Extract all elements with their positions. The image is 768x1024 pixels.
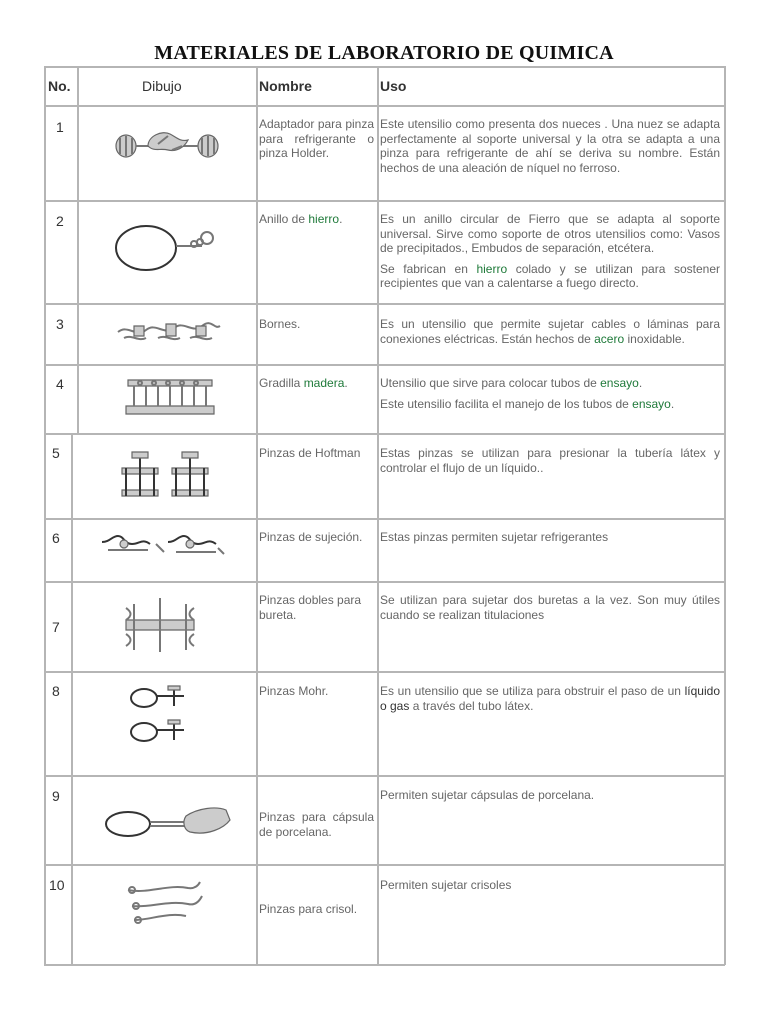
row-number: 8 (52, 683, 60, 699)
hierro-link[interactable]: hierro (308, 212, 340, 226)
row-uso: Estas pinzas permiten sujetar refrigerantes (380, 530, 609, 544)
row-number: 9 (52, 788, 60, 804)
row-uso: Se utilizan para sujetar dos buretas a la vez. Son muy útiles cuando se realizan titulaciones (380, 593, 720, 622)
row-number: 5 (52, 445, 60, 461)
header-uso: Uso (380, 78, 407, 94)
row-number: 10 (49, 877, 65, 893)
materials-table (44, 66, 725, 965)
madera-link[interactable]: madera (303, 376, 345, 390)
row-nombre: Pinzas para cápsula de porcelana. (259, 810, 374, 839)
row-uso: Utensilio que sirve para colocar tubos de ensayo. Este utensilio facilita el manejo de los tubos de ensayo. (380, 376, 675, 411)
terminals-icon (114, 318, 222, 344)
row-nombre: Pinzas de Hoftman (259, 446, 361, 460)
row-nombre: Pinzas dobles para bureta. (259, 593, 362, 622)
header-no: No. (48, 78, 71, 94)
row-number: 3 (56, 316, 64, 332)
hierro-link[interactable]: hierro (476, 261, 508, 276)
row-nombre: Gradilla madera. (259, 376, 348, 390)
row-nombre: Pinzas para crisol. (259, 902, 358, 916)
ensayo-link[interactable]: ensayo (600, 376, 639, 390)
acero-link[interactable]: acero (594, 331, 625, 346)
row-nombre: Pinzas Mohr. (259, 684, 329, 698)
row-uso: Es un utensilio que permite sujetar cables o láminas para conexiones eléctricas. Están hechos de acero inoxidable. (380, 317, 720, 346)
row-nombre: Pinzas de sujeción. (259, 530, 363, 544)
test-tube-rack-icon (124, 376, 216, 416)
capsule-tongs-icon (102, 802, 232, 844)
mohr-clamp-icon (126, 682, 196, 750)
page-title: MATERIALES DE LABORATORIO DE QUIMICA (154, 42, 614, 64)
row-number: 7 (52, 619, 60, 635)
ensayo-link[interactable]: ensayo (632, 396, 671, 411)
row-uso: Estas pinzas se utilizan para presionar la tubería látex y controlar el flujo de un líquido.. (380, 446, 720, 475)
double-burette-clamp-icon (120, 594, 200, 656)
hoffman-clamp-icon (116, 448, 216, 506)
adapter-clamp-icon (112, 124, 222, 164)
header-nombre: Nombre (259, 78, 312, 94)
row-uso: Es un utensilio que se utiliza para obstruir el paso de un líquido o gas a través del tubo látex. (380, 684, 720, 713)
header-dibujo: Dibujo (142, 78, 182, 94)
row-number: 4 (56, 376, 64, 392)
row-number: 6 (52, 530, 60, 546)
row-nombre: Bornes. (259, 317, 301, 331)
iron-ring-icon (110, 216, 230, 274)
row-uso: Este utensilio como presenta dos nueces . Una nuez se adapta perfectamente al soporte universal y la otra se adapta a una pinza para refrigerante de ahí se deriva su nombre. Están hechos de una aleación de níquel no ferroso. (380, 117, 720, 175)
row-uso: Permiten sujetar crisoles (380, 878, 512, 892)
holding-clamp-icon (98, 530, 228, 560)
row-nombre: Adaptador para pinza para refrigerante o pinza Holder. (259, 117, 374, 161)
row-number: 2 (56, 213, 64, 229)
row-nombre: Anillo de hierro. (259, 212, 343, 226)
row-number: 1 (56, 119, 64, 135)
row-uso: Permiten sujetar cápsulas de porcelana. (380, 788, 595, 802)
crucible-tongs-icon (124, 880, 214, 926)
row-uso: Es un anillo circular de Fierro que se adapta al soporte universal. Sirve como soporte de otros utensilios como: Vasos de precipitados., Embudos de separación, etcétera. Se fabrican en hierro colado y se utilizan para sostener recipientes que van a calentarse a fuego directo. (380, 212, 720, 291)
